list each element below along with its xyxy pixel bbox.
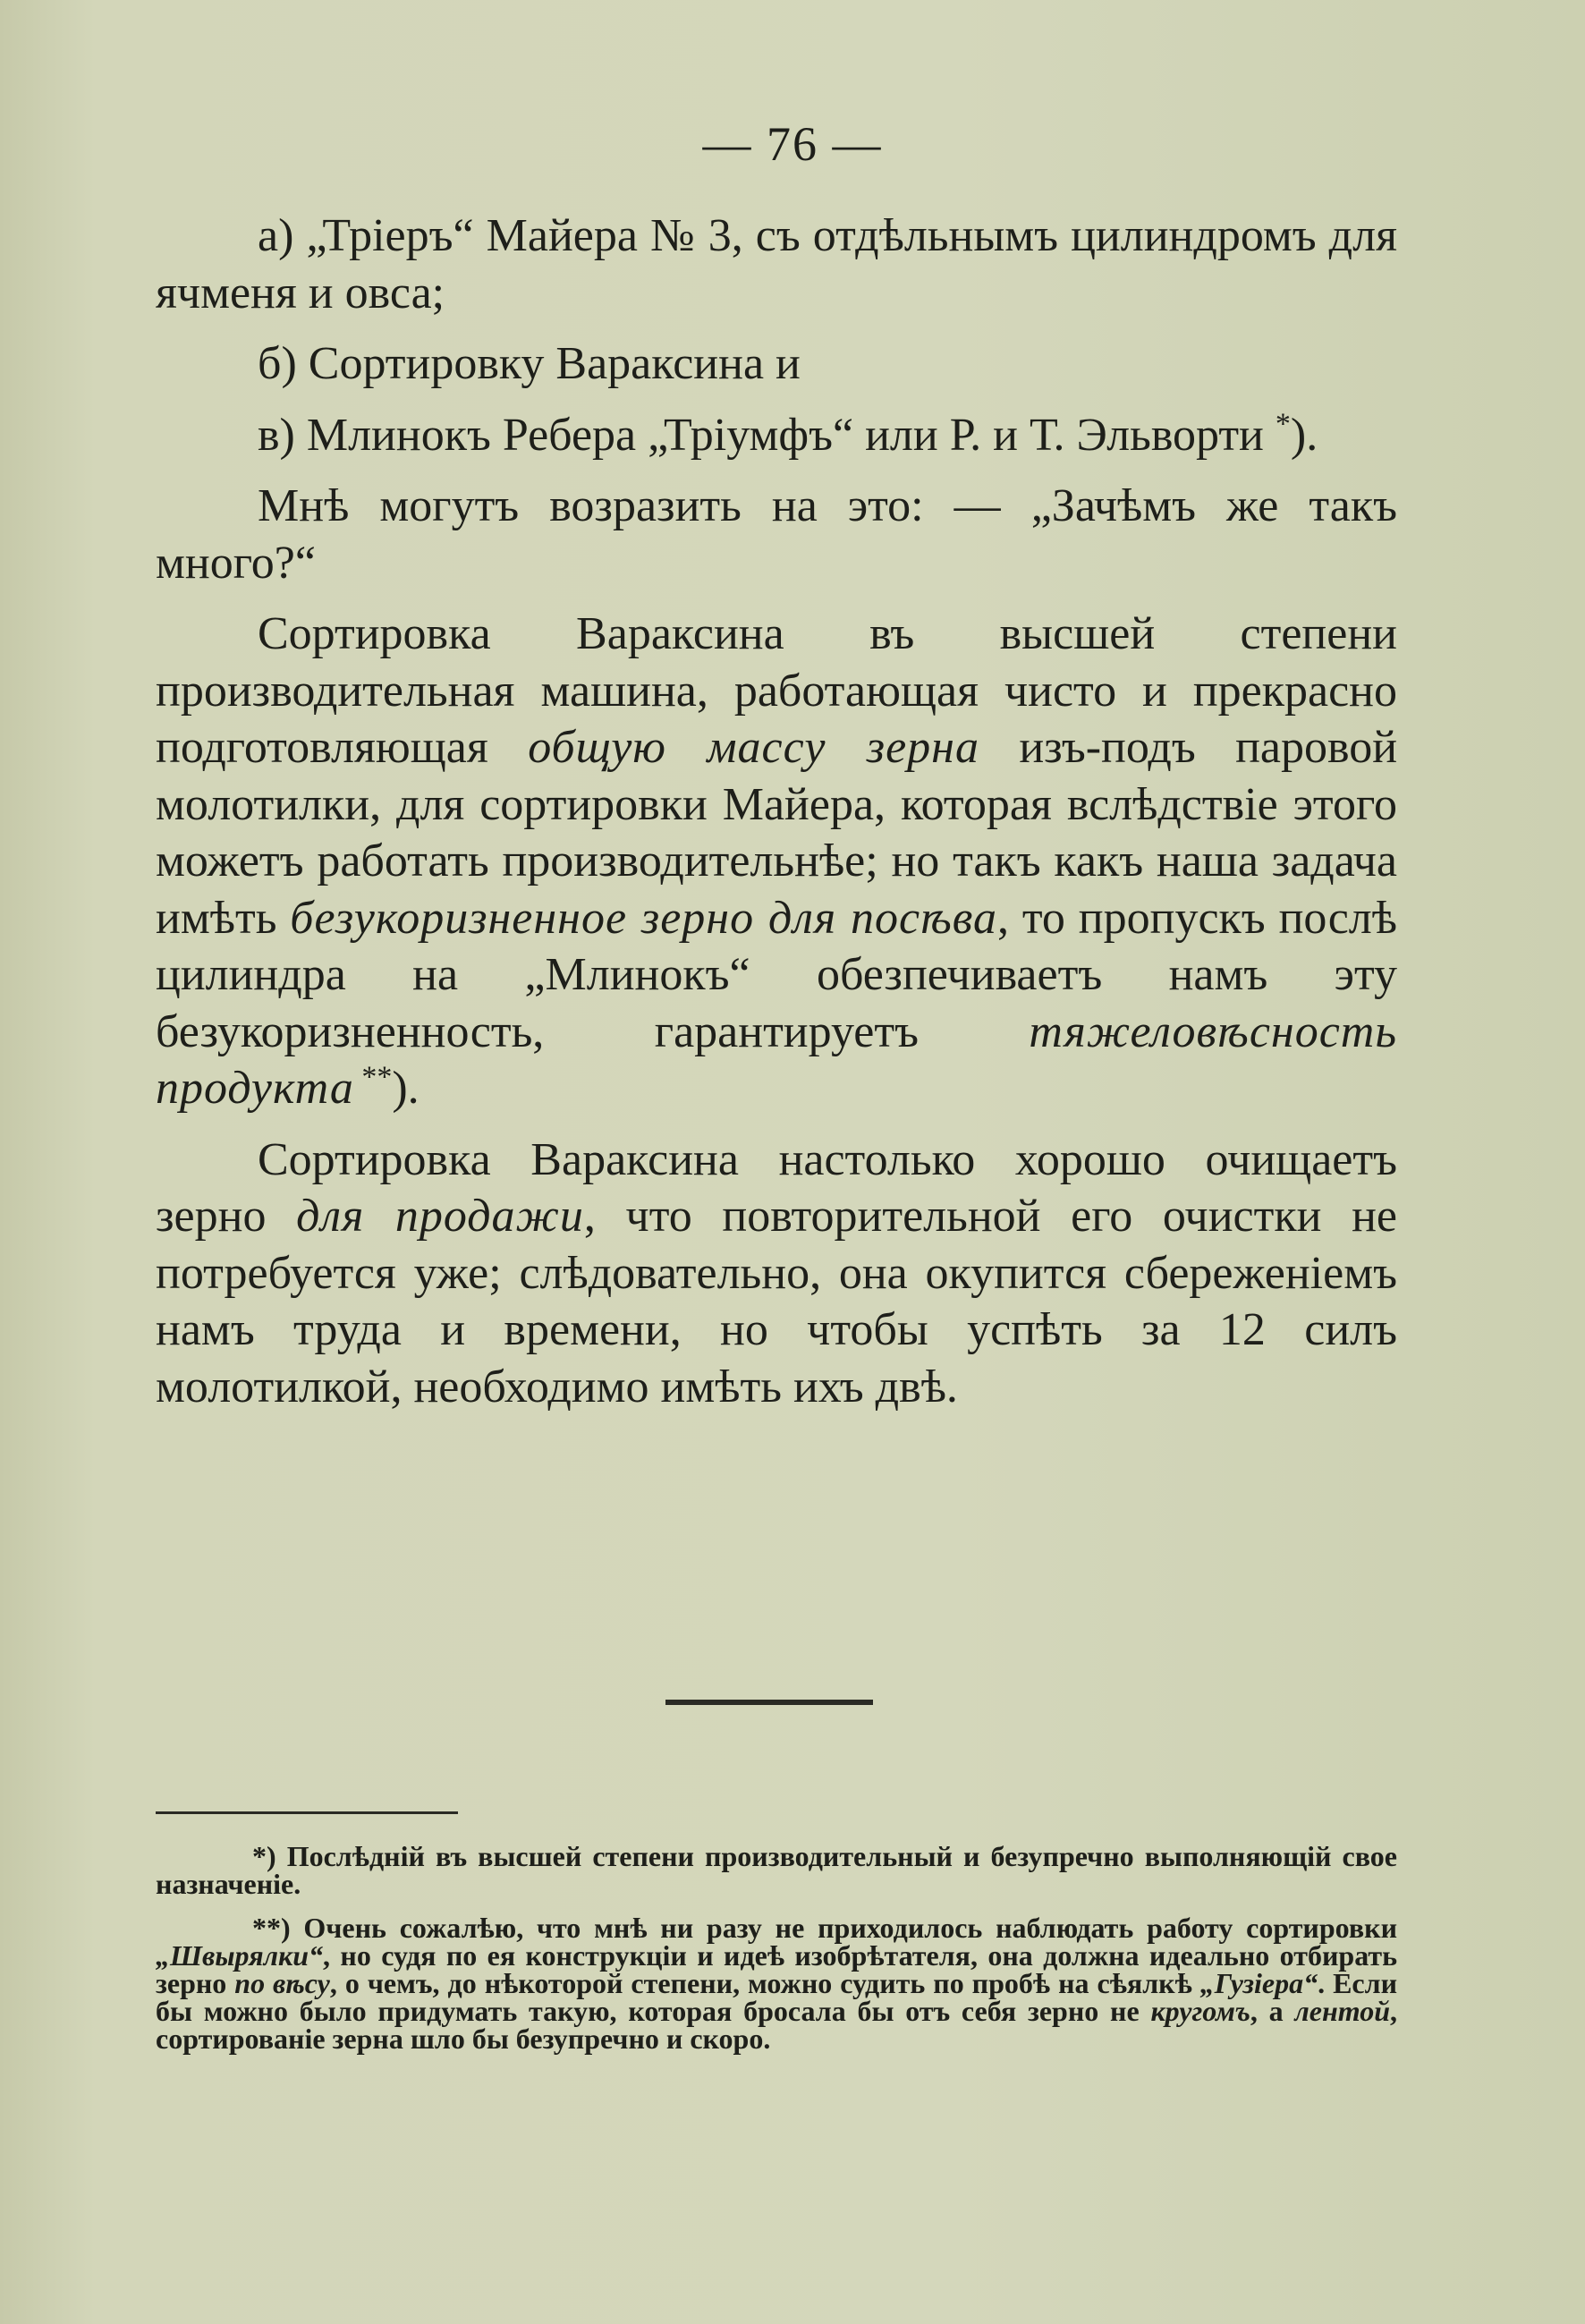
text-run: ). [392,1063,420,1114]
italic-text: лентой [1294,1995,1391,2027]
text-run: , но судя по ея конструкціи и идеѣ изобрѣтателя, она должна идеально отбирать зерно [156,1939,1397,1999]
footnote-marker: ** [353,1060,393,1094]
paragraph-objection [156,478,1397,591]
paragraph-item-a [156,208,1397,321]
paragraph-item-b [156,335,1397,393]
paragraph-cleaning [156,1132,1397,1416]
text-run: . Если бы можно было придумать такую, которая бросала бы отъ себя зерно не [156,1967,1398,2027]
text-run: , что повторительной его очистки не потребуется уже; слѣдовательно, она окупится сбереженіемъ намъ труда и времени, но чтобы успѣть за 12 силъ молотилкой, необходимо имѣть ихъ двѣ. [156,1191,1397,1412]
footnotes [156,1840,1398,2069]
text-run: , сортированіе зерна шло бы безупречно и скоро. [156,1995,1398,2055]
text-run: *) Послѣдній въ высшей степени производительный и безупречно выполняющій свое назначеніе. [156,1840,1397,1900]
text-run: а) „Тріеръ“ Майера № 3, съ отдѣльнымъ цилиндромъ для ячменя и овса; [156,210,1397,318]
footnote-divider [156,1811,458,1814]
italic-text: безукоризненное зерно для посѣва [290,892,997,944]
paragraph-item-c [156,407,1397,464]
text-run: в) Млинокъ Ребера „Тріумфъ“ или Р. и Т. Эльворти [258,409,1276,461]
section-divider [665,1700,873,1705]
text-run: , о чемъ, до нѣкоторой степени, можно судить по пробѣ на сѣялкѣ [329,1967,1200,1999]
text-run: Сортировка Вараксина въ высшей степени производительная машина, работающая чисто и прекрасно подготовляющая [156,608,1397,773]
footnote-marker: * [1275,407,1291,441]
text-run: изъ-подъ паровой молотилки, для сортировки Майера, которая вслѣдствіе этого можетъ работать производительнѣе; но такъ какъ наша задача имѣть [156,722,1398,944]
italic-text: кругомъ [1150,1995,1250,2027]
footnote-1 [156,1840,1397,1900]
text-run: ). [1290,409,1318,461]
paragraph-varaksin-machine [156,606,1397,1117]
footnote-2 [156,1914,1397,2053]
main-text [156,208,1397,1415]
text-run: б) Сортировку Вараксина и [258,338,801,389]
italic-text: для продажи [296,1191,584,1242]
text-run: Мнѣ могутъ возразить на это: — „Зачѣмъ же такъ много?“ [156,480,1397,589]
text-run: **) Очень сожалѣю, что мнѣ ни разу не приходилось наблюдать работу сортировки [252,1912,1397,1944]
text-run: , то пропускъ послѣ цилиндра на „Млинокъ“ обезпечиваетъ намъ эту безукоризненность, гарантируетъ [156,892,1397,1057]
italic-text: „Швырялки“ [156,1939,324,1972]
italic-text: „Гузіера“ [1199,1967,1318,1999]
text-run: Сортировка Вараксина настолько хорошо очищаетъ зерно [156,1133,1397,1242]
italic-text: по вѣсу [234,1967,330,1999]
italic-text: тяжеловѣсность продукта [156,1005,1397,1114]
text-run: , а [1250,1995,1295,2027]
italic-text: общую массу зерна [528,722,979,773]
page-number: — 76 — [702,117,883,171]
